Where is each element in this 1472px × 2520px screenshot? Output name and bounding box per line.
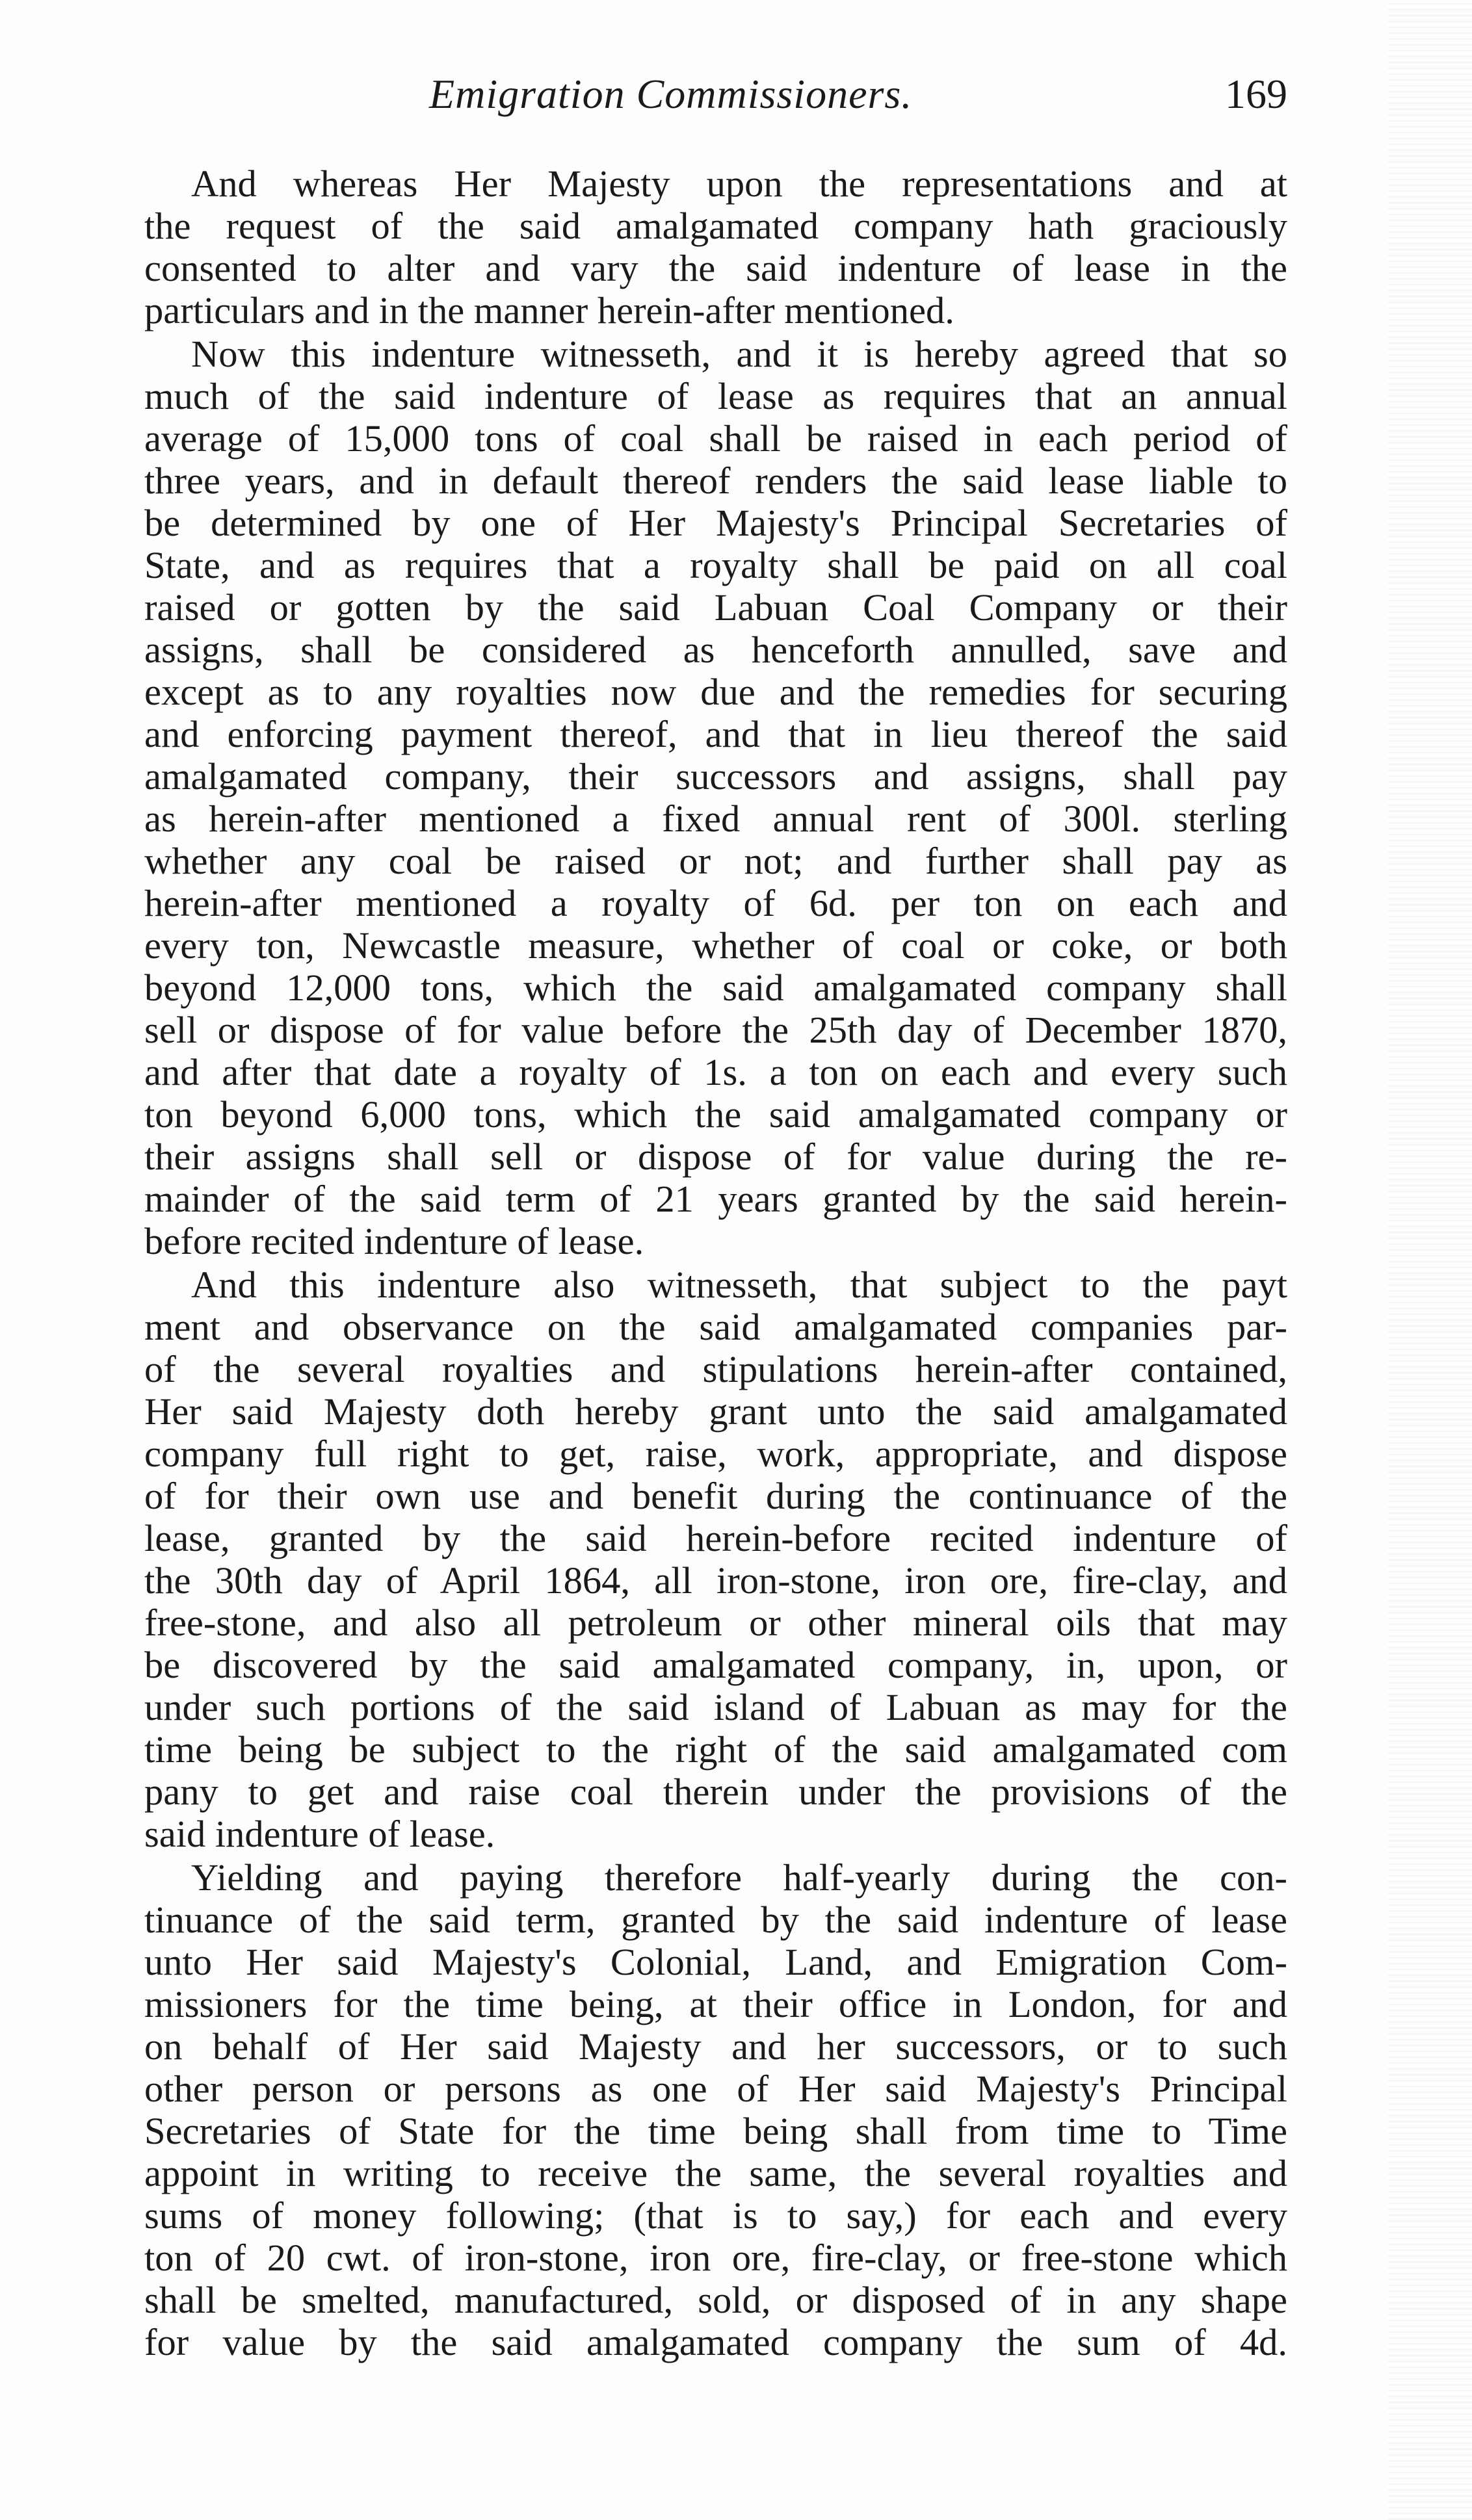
text-line: beyond 12,000 tons, which the said amalgamated company shall [144, 967, 1287, 1009]
text-line: before recited indenture of lease. [144, 1220, 644, 1262]
text-line: herein-after mentioned a royalty of 6d. per ton on each and [144, 882, 1287, 924]
text-line: average of 15,000 tons of coal shall be raised in each period of [144, 417, 1287, 460]
page-number: 169 [1225, 71, 1287, 117]
text-line: the 30th day of April 1864, all iron-stone, iron ore, fire-clay, and [144, 1559, 1287, 1602]
text-line: Secretaries of State for the time being shall from time to Time [144, 2110, 1287, 2152]
running-head [98, 65, 1287, 136]
text-line: Yielding and paying therefore half-yearly during the con- [191, 1856, 1287, 1899]
text-line: under such portions of the said island of Labuan as may for the [144, 1686, 1287, 1728]
text-line: three years, and in default thereof renders the said lease liable to [144, 460, 1287, 502]
text-line: on behalf of Her said Majesty and her successors, or to such [144, 2025, 1287, 2068]
paragraph-now-this-indenture [98, 333, 1287, 1262]
text-line: raised or gotten by the said Labuan Coal Company or their [144, 586, 1287, 629]
text-line: ment and observance on the said amalgamated companies par- [144, 1306, 1287, 1348]
body-text [98, 162, 1287, 2363]
text-line: free-stone, and also all petroleum or other mineral oils that may [144, 1602, 1287, 1644]
text-line: of the several royalties and stipulations herein-after contained, [144, 1348, 1287, 1390]
text-line: time being be subject to the right of the said amalgamated com [144, 1728, 1287, 1771]
text-line: except as to any royalties now due and the remedies for securing [144, 671, 1287, 713]
text-line: and enforcing payment thereof, and that in lieu thereof the said [144, 713, 1287, 755]
text-line: lease, granted by the said herein-before recited indenture of [144, 1517, 1287, 1559]
text-line: other person or persons as one of Her said Majesty's Principal [144, 2068, 1287, 2110]
text-line: and after that date a royalty of 1s. a ton on each and every such [144, 1051, 1287, 1093]
text-line: as herein-after mentioned a fixed annual rent of 300l. sterling [144, 798, 1287, 840]
text-line: said indenture of lease. [144, 1813, 495, 1855]
text-line: much of the said indenture of lease as requires that an annual [144, 375, 1287, 417]
text-line: ton beyond 6,000 tons, which the said amalgamated company or [144, 1093, 1287, 1136]
running-title: Emigration Commissioners. [429, 71, 913, 117]
text-line: whether any coal be raised or not; and further shall pay as [144, 840, 1287, 882]
text-line: be determined by one of Her Majesty's Principal Secretaries of [144, 502, 1287, 544]
text-line: sums of money following; (that is to say,) for each and every [144, 2194, 1287, 2237]
text-line: ton of 20 cwt. of iron-stone, iron ore, fire-clay, or free-stone which [144, 2237, 1287, 2279]
text-line: mainder of the said term of 21 years granted by the said herein- [144, 1178, 1287, 1220]
text-line: company full right to get, raise, work, appropriate, and dispose [144, 1433, 1287, 1475]
text-line: the request of the said amalgamated company hath graciously [144, 205, 1287, 247]
text-line: be discovered by the said amalgamated company, in, upon, or [144, 1644, 1287, 1686]
text-line: shall be smelted, manufactured, sold, or disposed of in any shape [144, 2279, 1287, 2321]
text-line: consented to alter and vary the said indenture of lease in the [144, 247, 1287, 289]
text-line: their assigns shall sell or dispose of for value during the re- [144, 1136, 1287, 1178]
paragraph-also-witnesseth [98, 1264, 1287, 1855]
paragraph-yielding-and-paying [98, 1856, 1287, 2363]
text-line: And this indenture also witnesseth, that subject to the payt [191, 1264, 1287, 1306]
text-line: assigns, shall be considered as henceforth annulled, save and [144, 629, 1287, 671]
paragraph-whereas [98, 162, 1287, 331]
text-line: every ton, Newcastle measure, whether of coal or coke, or both [144, 924, 1287, 967]
text-line: tinuance of the said term, granted by the said indenture of lease [144, 1899, 1287, 1941]
text-line: Now this indenture witnesseth, and it is hereby agreed that so [191, 333, 1287, 375]
page [98, 65, 1287, 2365]
text-line: And whereas Her Majesty upon the representations and at [191, 162, 1287, 205]
text-line: missioners for the time being, at their office in London, for and [144, 1983, 1287, 2025]
text-line: unto Her said Majesty's Colonial, Land, and Emigration Com- [144, 1941, 1287, 1983]
text-line: of for their own use and benefit during the continuance of the [144, 1475, 1287, 1517]
text-line: appoint in writing to receive the same, the several royalties and [144, 2152, 1287, 2194]
text-line: sell or dispose of for value before the 25th day of December 1870, [144, 1009, 1287, 1051]
page-edge-texture [1387, 0, 1472, 2520]
text-line: State, and as requires that a royalty shall be paid on all coal [144, 544, 1287, 586]
text-line: Her said Majesty doth hereby grant unto the said amalgamated [144, 1390, 1287, 1433]
text-line: amalgamated company, their successors and assigns, shall pay [144, 755, 1287, 798]
text-line: particulars and in the manner herein-after mentioned. [144, 289, 954, 331]
text-line: for value by the said amalgamated company the sum of 4d. [144, 2321, 1287, 2363]
text-line: pany to get and raise coal therein under the provisions of the [144, 1771, 1287, 1813]
